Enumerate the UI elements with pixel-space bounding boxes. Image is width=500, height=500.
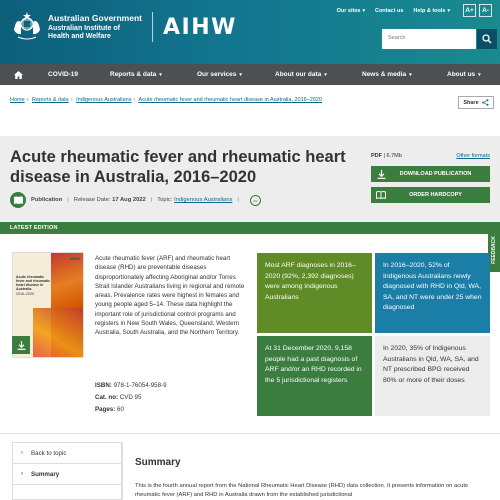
stat-tile-bpg-doses: In 2020, 35% of Indigenous Australians in Qld, WA, SA, and NT prescribed BPG received 80% or more of their doses <box>375 336 490 416</box>
meta-separator: | <box>237 197 239 203</box>
site-header <box>0 0 500 64</box>
topic-label: Topic: <box>157 197 173 203</box>
nav-covid[interactable]: COVID-19 <box>48 71 78 78</box>
breadcrumb-separator: › <box>70 97 73 103</box>
sidebar-item-summary[interactable]: › Summary <box>13 464 121 485</box>
nav-news-media[interactable]: News & media ▾ <box>362 71 412 78</box>
breadcrumb-reports[interactable]: Reports & data <box>32 97 69 103</box>
logo-divider <box>152 12 153 42</box>
chevron-down-icon: ▾ <box>447 7 450 14</box>
page-title: Acute rheumatic fever and rheumatic heart disease in Australia, 2016–2020 <box>10 148 346 186</box>
breadcrumb-current[interactable]: Acute rheumatic fever and rheumatic heart disease in Australia, 2016–2020 <box>138 97 322 103</box>
book-icon <box>371 191 391 199</box>
home-icon <box>14 71 23 79</box>
pdf-info <box>371 153 490 159</box>
chevron-down-icon: ▾ <box>324 72 327 78</box>
home-button[interactable] <box>0 71 36 79</box>
report-sidebar <box>12 442 122 500</box>
column-divider <box>122 442 123 500</box>
release-label: Release Date: <box>73 197 111 203</box>
feedback-label: FEEDBACK <box>491 236 497 264</box>
back-to-topic-link[interactable]: ‹ Back to topic <box>13 443 121 464</box>
contact-us-link[interactable]: Contact us <box>374 7 404 14</box>
isbn-label: ISBN: <box>95 382 112 389</box>
summary-text: This is the fourth annual report from the National Rheumatic Heart Disease (RHD) data collection. It presents information on acute rheumatic fever (ARF) and RHD in Australia drawn from the established jurisdictional <box>135 483 469 498</box>
nav-about-us[interactable]: About us ▾ <box>447 71 481 78</box>
title-band <box>0 136 500 222</box>
chevron-down-icon: ▾ <box>239 72 242 78</box>
pages-label: Pages: <box>95 406 116 414</box>
section-divider <box>0 433 500 434</box>
publication-icon <box>10 192 26 208</box>
chevron-down-icon: ▾ <box>362 7 365 14</box>
breadcrumb-home[interactable]: Home <box>10 97 25 103</box>
coat-of-arms-icon <box>10 10 44 44</box>
cover-download-button[interactable] <box>12 336 30 354</box>
download-publication-button[interactable] <box>371 166 490 182</box>
chevron-right-icon: › <box>21 471 23 477</box>
cover-title: Acute rheumatic fever and rheumatic heart disease in Australia 2016–2020 <box>16 275 51 296</box>
share-label: Share <box>463 99 479 106</box>
meta-separator: | <box>383 153 385 159</box>
report-facts <box>95 380 167 416</box>
aihw-logo: AIHW <box>163 14 237 40</box>
our-sites-link[interactable]: Our sites ▾ <box>336 7 365 14</box>
search-input[interactable]: Search <box>382 29 476 49</box>
meta-separator: | <box>67 197 69 203</box>
nav-our-services[interactable]: Our services ▾ <box>197 71 242 78</box>
chevron-down-icon: ▾ <box>478 72 481 78</box>
pdf-size: 6.7Mb <box>386 153 402 159</box>
chevron-down-icon: ▾ <box>409 72 412 78</box>
order-hardcopy-button[interactable] <box>371 187 490 203</box>
latest-edition-bar: LATEST EDITION <box>0 222 500 234</box>
share-button[interactable] <box>458 96 494 109</box>
order-label: ORDER HARDCOPY <box>409 192 462 198</box>
search-icon <box>482 34 492 44</box>
stat-tile-arf-diagnoses: Most ARF diagnoses in 2016–2020 (92%, 2,392 diagnoses) were among Indigenous Australians <box>257 253 372 333</box>
utility-links <box>337 4 492 17</box>
stat-tile-registers: At 31 December 2020, 9,158 people had a past diagnosis of ARF and/or an RHD recorded in the 5 jurisdictional registers <box>257 336 372 416</box>
chevron-down-icon: ▾ <box>159 72 162 78</box>
main-nav <box>0 64 500 85</box>
pdf-label: PDF <box>371 153 382 159</box>
institute-name: Australian Institute of Health and Welfare <box>48 24 120 40</box>
font-decrease-button[interactable]: A- <box>479 4 492 17</box>
download-icon <box>17 341 26 350</box>
creative-commons-icon[interactable]: cc <box>250 195 261 206</box>
other-formats-link[interactable]: Other formats <box>456 153 490 159</box>
breadcrumb-separator: › <box>26 97 29 103</box>
breadcrumb <box>10 96 365 105</box>
share-icon <box>482 99 489 106</box>
meta-separator: | <box>150 197 153 203</box>
download-label: DOWNLOAD PUBLICATION <box>399 171 472 177</box>
breadcrumb-indigenous[interactable]: Indigenous Australians <box>76 97 132 103</box>
topic-link[interactable]: Indigenous Australians <box>174 197 233 203</box>
publication-meta <box>10 192 261 208</box>
font-increase-button[interactable]: A+ <box>463 4 476 17</box>
release-date: 17 Aug 2022 <box>112 197 146 203</box>
logo-area[interactable] <box>10 10 237 44</box>
cat-value: CVD 95 <box>119 394 142 402</box>
help-tools-link[interactable]: Help & tools ▾ <box>413 7 450 14</box>
stat-tile-rhd-under-25: In 2016–2020, 52% of Indigenous Australians newly diagnosed with RHD in Qld, WA, SA, and NT were under 25 when diagnosed <box>375 253 490 333</box>
nav-about-data[interactable]: About our data ▾ <box>275 71 327 78</box>
breadcrumb-separator: › <box>133 97 136 103</box>
isbn-value: 978-1-76054-958-9 <box>113 382 167 389</box>
gov-name: Australian Government <box>48 12 142 23</box>
search-button[interactable] <box>477 29 497 49</box>
cat-label: Cat. no: <box>95 394 119 402</box>
download-icon <box>371 170 391 179</box>
publication-type: Publication <box>31 197 63 203</box>
cover-artwork <box>33 308 84 358</box>
report-description: Acute rheumatic fever (ARF) and rheumatic heart disease (RHD) are preventable diseases disproportionately affecting Aboriginal and/or Torres Strait Islander Australians living in regional and remote areas. Prevalence rates were highest in females and young people aged 5–14. These data highlight the important role of jurisdictional control programs and registers in New South Wales, Queensland, Western Australia, South Australia, and the Northern Territory. <box>95 255 245 337</box>
cover-brand: AIHW <box>69 256 80 261</box>
summary-heading: Summary <box>135 457 181 468</box>
chevron-left-icon: ‹ <box>21 450 23 456</box>
pages-value: 60 <box>117 406 124 414</box>
nav-reports-data[interactable]: Reports & data ▾ <box>110 71 162 78</box>
